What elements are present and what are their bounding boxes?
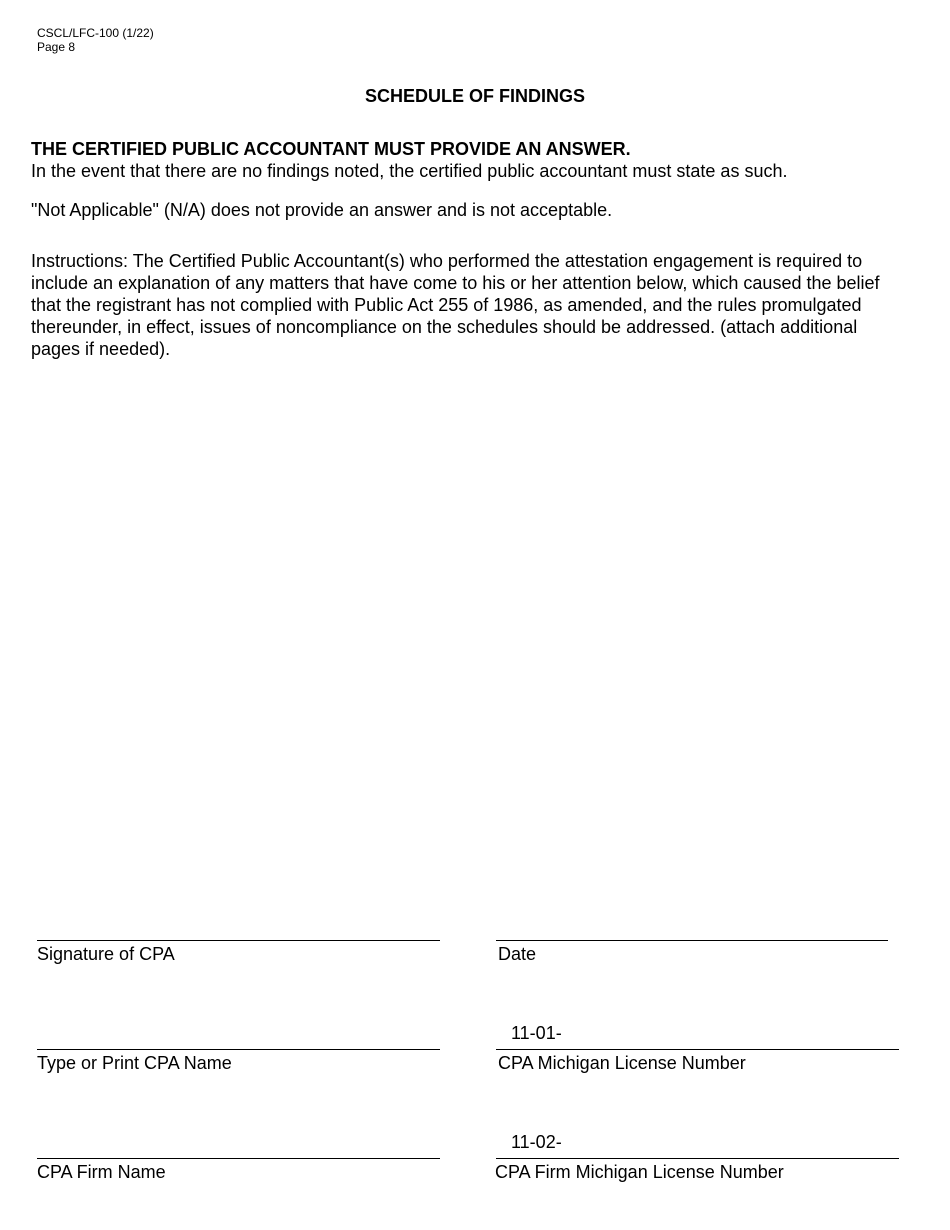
required-notice: THE CERTIFIED PUBLIC ACCOUNTANT MUST PROVIDE AN ANSWER. bbox=[31, 139, 631, 159]
cpa-license-prefix: 11-01- bbox=[511, 1023, 562, 1043]
not-applicable-text: "Not Applicable" (N/A) does not provide an answer and is not acceptable. bbox=[31, 200, 613, 220]
firm-license-line[interactable] bbox=[496, 1158, 899, 1159]
cpa-name-line[interactable] bbox=[37, 1049, 440, 1050]
cpa-license-line[interactable] bbox=[496, 1049, 899, 1050]
cpa-name-label: Type or Print CPA Name bbox=[37, 1053, 232, 1073]
form-identifier bbox=[37, 26, 154, 54]
firm-name-label: CPA Firm Name bbox=[37, 1162, 166, 1182]
signature-label: Signature of CPA bbox=[37, 944, 175, 964]
page-number: Page 8 bbox=[37, 40, 76, 54]
firm-name-line[interactable] bbox=[37, 1158, 440, 1159]
cpa-license-label: CPA Michigan License Number bbox=[498, 1053, 746, 1073]
date-label: Date bbox=[498, 944, 537, 964]
page-title: SCHEDULE OF FINDINGS bbox=[364, 86, 585, 106]
date-line[interactable] bbox=[496, 940, 888, 941]
firm-license-prefix: 11-02- bbox=[511, 1132, 562, 1152]
signature-line[interactable] bbox=[37, 940, 440, 941]
firm-license-label: CPA Firm Michigan License Number bbox=[495, 1162, 784, 1182]
instructions-text: Instructions: The Certified Public Accountant(s) who performed the attestation engagement is required to include an explanation of any matters that have come to his or her attention below, which caused the belief that the registrant has not complied with Public Act 255 of 1986, as amended, and the rules promulgated thereunder, in effect, issues of noncompliance on the schedules should be addressed. (attach additional pages if needed). bbox=[31, 251, 880, 359]
no-findings-text: In the event that there are no findings noted, the certified public accountant must state as such. bbox=[31, 161, 788, 181]
form-code: CSCL/LFC-100 (1/22) bbox=[37, 26, 154, 40]
